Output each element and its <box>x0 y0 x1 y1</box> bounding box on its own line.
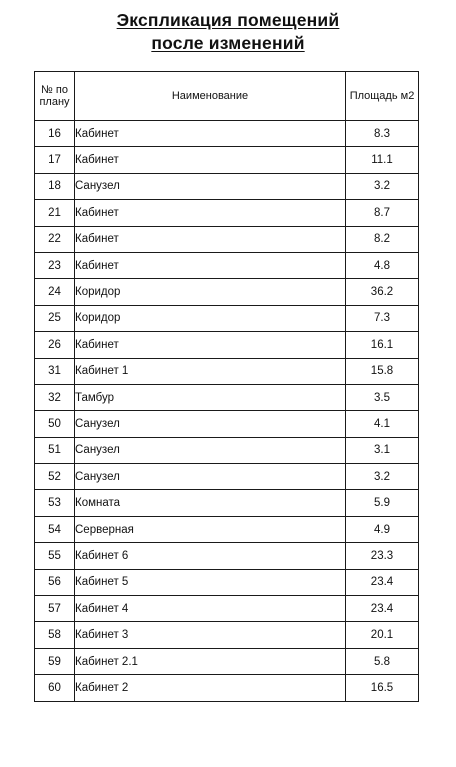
room-number: 32 <box>35 384 75 410</box>
room-area: 23.4 <box>346 596 419 622</box>
room-name: Кабинет <box>75 252 346 278</box>
room-number: 58 <box>35 622 75 648</box>
header-number: № по плану <box>35 72 75 121</box>
table-row <box>35 279 419 305</box>
table-body <box>35 121 419 702</box>
room-area: 16.5 <box>346 675 419 701</box>
table-row <box>35 358 419 384</box>
room-name: Санузел <box>75 173 346 199</box>
room-name: Кабинет 6 <box>75 543 346 569</box>
room-number: 17 <box>35 147 75 173</box>
room-number: 22 <box>35 226 75 252</box>
room-number: 23 <box>35 252 75 278</box>
room-area: 20.1 <box>346 622 419 648</box>
room-area: 7.3 <box>346 305 419 331</box>
room-number: 51 <box>35 437 75 463</box>
table-row <box>35 543 419 569</box>
room-number: 55 <box>35 543 75 569</box>
room-name: Коридор <box>75 305 346 331</box>
document-title <box>0 9 456 55</box>
room-name: Кабинет 1 <box>75 358 346 384</box>
table-row <box>35 569 419 595</box>
room-area: 8.2 <box>346 226 419 252</box>
room-name: Кабинет <box>75 147 346 173</box>
room-name: Кабинет 4 <box>75 596 346 622</box>
table-row <box>35 648 419 674</box>
table-row <box>35 675 419 701</box>
table-row <box>35 516 419 542</box>
room-number: 25 <box>35 305 75 331</box>
room-name: Кабинет <box>75 121 346 147</box>
room-area: 16.1 <box>346 332 419 358</box>
room-number: 18 <box>35 173 75 199</box>
room-area: 8.3 <box>346 121 419 147</box>
table-row <box>35 305 419 331</box>
table-row <box>35 226 419 252</box>
table-header <box>35 72 419 121</box>
room-number: 24 <box>35 279 75 305</box>
room-name: Кабинет <box>75 226 346 252</box>
room-number: 59 <box>35 648 75 674</box>
room-name: Санузел <box>75 464 346 490</box>
room-area: 8.7 <box>346 200 419 226</box>
room-name: Коридор <box>75 279 346 305</box>
room-number: 53 <box>35 490 75 516</box>
room-area: 3.2 <box>346 464 419 490</box>
room-name: Кабинет <box>75 332 346 358</box>
table-row <box>35 147 419 173</box>
table-row <box>35 596 419 622</box>
room-name: Тамбур <box>75 384 346 410</box>
table-row <box>35 200 419 226</box>
table-row <box>35 490 419 516</box>
room-number: 60 <box>35 675 75 701</box>
room-area: 4.9 <box>346 516 419 542</box>
room-area: 15.8 <box>346 358 419 384</box>
room-area: 5.9 <box>346 490 419 516</box>
room-area: 4.1 <box>346 411 419 437</box>
room-number: 21 <box>35 200 75 226</box>
table-row <box>35 437 419 463</box>
room-name: Кабинет 2 <box>75 675 346 701</box>
room-area: 11.1 <box>346 147 419 173</box>
room-number: 31 <box>35 358 75 384</box>
room-name: Серверная <box>75 516 346 542</box>
room-name: Санузел <box>75 411 346 437</box>
table-row <box>35 464 419 490</box>
title-line-1: Экспликация помещений <box>116 10 340 30</box>
room-name: Кабинет <box>75 200 346 226</box>
room-area: 23.4 <box>346 569 419 595</box>
room-area: 3.5 <box>346 384 419 410</box>
table-row <box>35 332 419 358</box>
room-area: 3.2 <box>346 173 419 199</box>
room-name: Санузел <box>75 437 346 463</box>
table-row <box>35 173 419 199</box>
table-row <box>35 411 419 437</box>
room-number: 50 <box>35 411 75 437</box>
room-name: Комната <box>75 490 346 516</box>
room-name: Кабинет 2.1 <box>75 648 346 674</box>
header-area: Площадь м2 <box>346 72 419 121</box>
table-row <box>35 622 419 648</box>
header-row <box>35 72 419 121</box>
room-number: 56 <box>35 569 75 595</box>
room-number: 54 <box>35 516 75 542</box>
header-name: Наименование <box>75 72 346 121</box>
room-number: 26 <box>35 332 75 358</box>
room-area: 5.8 <box>346 648 419 674</box>
table-row <box>35 252 419 278</box>
room-name: Кабинет 5 <box>75 569 346 595</box>
room-number: 57 <box>35 596 75 622</box>
room-area: 4.8 <box>346 252 419 278</box>
rooms-table <box>34 71 419 702</box>
room-area: 36.2 <box>346 279 419 305</box>
room-area: 3.1 <box>346 437 419 463</box>
room-area: 23.3 <box>346 543 419 569</box>
room-number: 52 <box>35 464 75 490</box>
room-number: 16 <box>35 121 75 147</box>
table-row <box>35 384 419 410</box>
title-line-2: после изменений <box>151 33 305 53</box>
table-row <box>35 121 419 147</box>
room-name: Кабинет 3 <box>75 622 346 648</box>
